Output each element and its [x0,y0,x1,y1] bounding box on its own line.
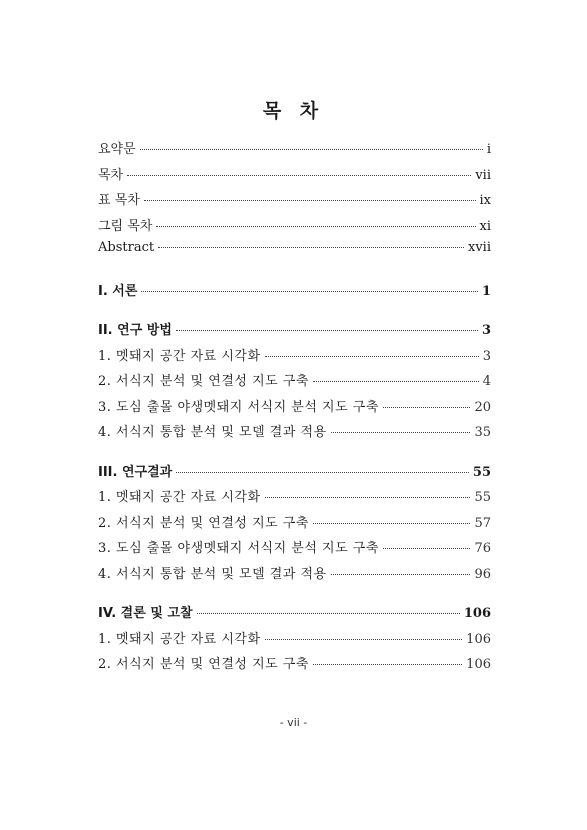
subentry-page: 3 [482,348,491,364]
toc-subentry[interactable] [98,537,491,563]
toc-entry[interactable] [98,215,491,241]
chapter-heading[interactable] [98,280,491,306]
dot-leader [331,432,471,433]
toc-entry[interactable] [98,189,491,215]
chapter-label: II. 연구 방법 [98,323,172,338]
chapter-section [98,602,491,679]
chapter-heading[interactable] [98,319,491,345]
subentry-label: 2. 서식지 분석 및 연결성 지도 구축 [98,374,309,389]
dot-leader [176,472,469,473]
dot-leader [313,523,471,524]
subentry-label: 4. 서식지 통합 분석 및 모델 결과 적용 [98,425,327,440]
toc-entry[interactable] [98,164,491,190]
dot-leader [383,407,471,408]
chapter-label: III. 연구결과 [98,464,173,480]
toc-subentry[interactable] [98,370,491,396]
front-matter-list [98,138,491,266]
toc-entry-label: 표 목차 [98,193,140,208]
toc-entry[interactable] [98,240,491,266]
dot-leader [141,291,478,292]
chapter-section [98,461,491,589]
dot-leader [127,175,471,176]
chapter-heading[interactable] [98,461,491,487]
subentry-label: 2. 서식지 분석 및 연결성 지도 구축 [98,657,309,672]
subentry-page: 4 [482,374,491,389]
subentry-label: 1. 멧돼지 공간 자료 시각화 [98,631,261,647]
chapter-label: I. 서론 [98,283,138,299]
toc-subentry[interactable] [98,396,491,422]
subentry-page: 35 [474,425,491,440]
toc-entry[interactable] [98,138,491,164]
page-title: 목 차 [262,100,325,122]
dot-leader [313,664,462,665]
toc-entry-page: i [486,142,491,157]
toc-subentry[interactable] [98,421,491,447]
dot-leader [176,330,478,331]
dot-leader [156,226,475,227]
dot-leader [313,381,479,382]
subentry-page: 106 [466,631,491,647]
toc-subentry[interactable] [98,512,491,538]
dot-leader [158,247,464,248]
subentry-label: 4. 서식지 통합 분석 및 모델 결과 적용 [98,566,327,582]
subentry-page: 20 [474,399,491,415]
subentry-label: 1. 멧돼지 공간 자료 시각화 [98,348,261,364]
dot-leader [197,613,460,614]
toc-subentry[interactable] [98,563,491,589]
chapter-page: 55 [472,464,491,480]
table-of-contents [98,138,491,679]
toc-entry-page: xvii [468,240,491,255]
toc-entry-label: 목차 [98,167,124,183]
dot-leader [140,149,483,150]
dot-leader [331,574,471,575]
chapter-section [98,319,491,447]
chapter-section [98,280,491,306]
subentry-page: 106 [466,657,491,672]
dot-leader [144,200,476,201]
subentry-label: 2. 서식지 분석 및 연결성 지도 구축 [98,515,309,531]
subentry-page: 96 [474,566,491,582]
dot-leader [265,639,463,640]
chapter-page: 1 [481,283,491,299]
toc-subentry[interactable] [98,628,491,654]
dot-leader [265,356,479,357]
chapter-page: 3 [481,323,491,338]
subentry-label: 3. 도심 출몰 야생멧돼지 서식지 분석 지도 구축 [98,541,379,556]
chapter-label: IV. 결론 및 고찰 [98,606,193,621]
chapter-heading[interactable] [98,602,491,628]
chapter-page: 106 [463,606,491,621]
toc-subentry[interactable] [98,345,491,371]
dot-leader [383,548,471,549]
dot-leader [265,497,471,498]
toc-entry-label: 그림 목차 [98,218,153,234]
subentry-page: 57 [474,515,491,531]
toc-subentry[interactable] [98,486,491,512]
toc-entry-page: vii [475,167,491,183]
toc-entry-label: Abstract [98,240,155,255]
subentry-label: 3. 도심 출몰 야생멧돼지 서식지 분석 지도 구축 [98,399,379,415]
toc-entry-page: xi [479,218,491,234]
subentry-page: 55 [474,490,491,505]
subentry-label: 1. 멧돼지 공간 자료 시각화 [98,490,261,505]
subentry-page: 76 [474,541,491,556]
page-number-footer: - vii - [279,716,308,729]
toc-entry-label: 요약문 [98,142,136,157]
toc-subentry[interactable] [98,653,491,679]
toc-entry-page: ix [479,193,491,208]
